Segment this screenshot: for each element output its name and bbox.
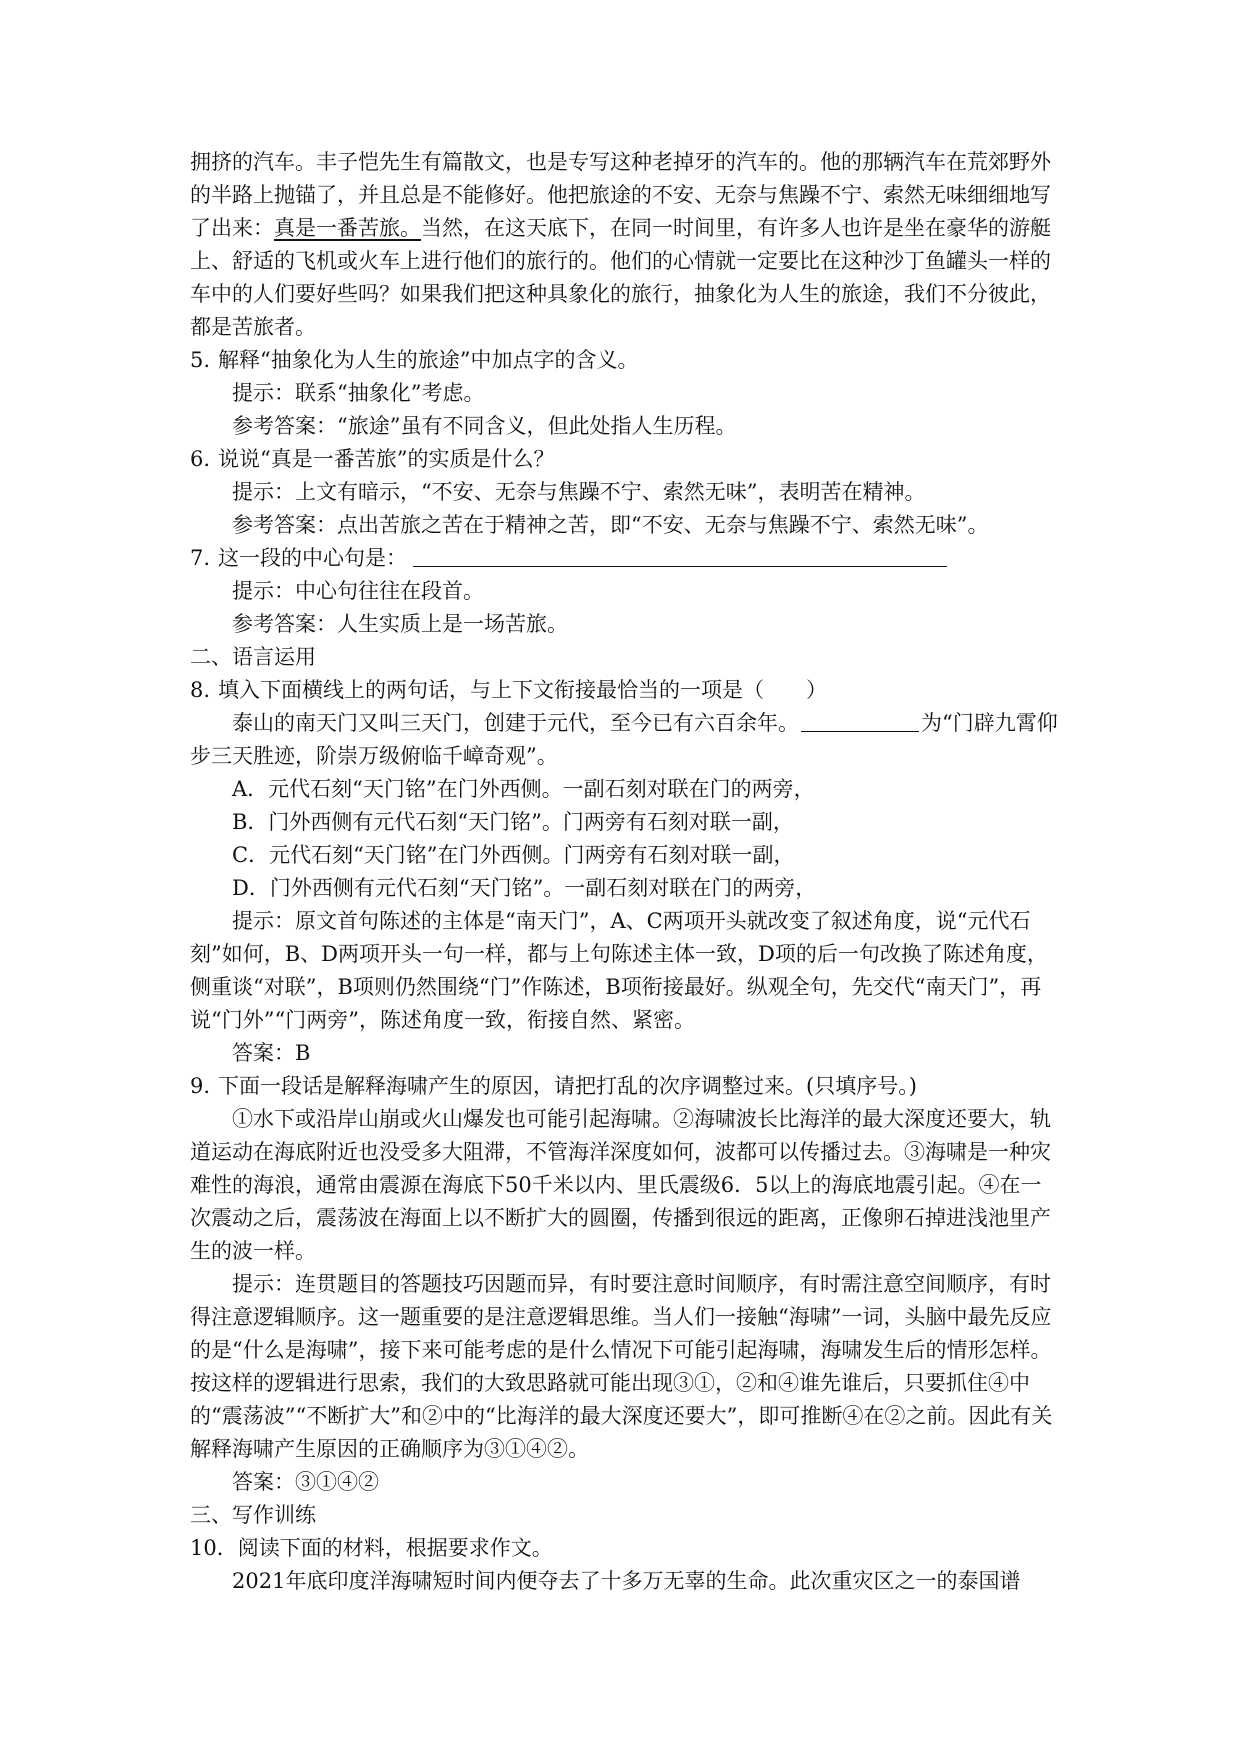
q5-answer: 参考答案：“旅途”虽有不同含义，但此处指人生历程。: [232, 414, 737, 438]
q8-option-c: C．元代石刻“天门铭”在门外西侧。门两旁有石刻对联一副，: [232, 843, 795, 867]
q6-hint: 提示：上文有暗示，“不安、无奈与焦躁不宁、索然无味”，表明苦在精神。: [232, 480, 926, 504]
underlined-sentence: 真是一番苦旅。: [274, 216, 421, 240]
q7-answer: 参考答案：人生实质上是一场苦旅。: [232, 612, 568, 636]
question-5: 5. 解释“抽象化为人生的旅途”中加点字的含义。: [190, 348, 639, 372]
q9-answer: 答案：③①④②: [232, 1470, 379, 1494]
section-heading-2: 二、语言运用: [190, 645, 316, 669]
q9-hint: 提示：连贯题目的答题技巧因题而异，有时要注意时间顺序，有时需注意空间顺序，有时得注意逻辑顺序。这一题重要的是注意逻辑思维。当人们一接触“海啸”一词，头脑中最先反应的是“什么是海啸”，接下来可能考虑的是什么情况下可能引起海啸，海啸发生后的情形怎样。按这样的逻辑进行思索，我们的大致思路就可能出现③①，②和④谁先谁后，只要抓住④中的“震荡波”“不断扩大”和②中的“比海洋的最大深度还要大”，即可推断④在②之前。因此有关解释海啸产生原因的正确顺序为③①④②。: [190, 1272, 1053, 1461]
passage-paragraph: 拥挤的汽车。丰子恺先生有篇散文，也是专写这种老掉牙的汽车的。他的那辆汽车在荒郊野外的半路上抛锚了，并且总是不能修好。他把旅途的不安、无奈与焦躁不宁、索然无味细细地写了出来：真是一番苦旅。当然，在这天底下，在同一时间里，有许多人也许是坐在豪华的游艇上、舒适的飞机或火车上进行他们的旅行的。他们的心情就一定要比在这种沙丁鱼罐头一样的车中的人们要好些吗？如果我们把这种具象化的旅行，抽象化为人生的旅途，我们不分彼此，都是苦旅者。: [190, 150, 1051, 339]
q8-option-a: A．元代石刻“天门铭”在门外西侧。一副石刻对联在门的两旁，: [232, 777, 815, 801]
fill-blank: [801, 709, 919, 732]
question-7: 7. 这一段的中心句是：: [190, 542, 1061, 575]
q5-hint: 提示：联系“抽象化”考虑。: [232, 381, 485, 405]
question-9: 9. 下面一段话是解释海啸产生的原因，请把打乱的次序调整过来。(只填序号。): [190, 1074, 917, 1098]
q7-hint: 提示：中心句往往在段首。: [232, 579, 484, 603]
q6-answer: 参考答案：点出苦旅之苦在于精神之苦，即“不安、无奈与焦躁不宁、索然无味”。: [232, 513, 989, 537]
q8-option-b: B．门外西侧有元代石刻“天门铭”。门两旁有石刻对联一副，: [232, 810, 794, 834]
question-10: 10．阅读下面的材料，根据要求作文。: [190, 1536, 553, 1560]
q8-stem: 泰山的南天门又叫三天门，创建于元代，至今已有六百余年。 为“门辟九霄仰步三天胜迹，阶崇万级俯临千嶂奇观”。: [190, 711, 1058, 768]
q8-option-d: D．门外西侧有元代石刻“天门铭”。一副石刻对联在门的两旁，: [232, 876, 817, 900]
q9-material: ①水下或沿岸山崩或火山爆发也可能引起海啸。②海啸波长比海洋的最大深度还要大，轨道运动在海底附近也没受多大阻滞，不管海洋深度如何，波都可以传播过去。③海啸是一种灾难性的海浪，通常由震源在海底下50千米以内、里氏震级6．5以上的海底地震引起。④在一次震动之后，震荡波在海面上以不断扩大的圆圈，传播到很远的距离，正像卵石掉进浅池里产生的波一样。: [190, 1107, 1051, 1263]
question-8: 8. 填入下面横线上的两句话，与上下文衔接最恰当的一项是（ ）: [190, 678, 827, 702]
q8-answer: 答案：B: [232, 1041, 311, 1065]
q10-material: 2021年底印度洋海啸短时间内便夺去了十多万无辜的生命。此次重灾区之一的泰国谱: [232, 1569, 1021, 1593]
question-6: 6. 说说“真是一番苦旅”的实质是什么？: [190, 447, 555, 471]
answer-blank: [413, 544, 947, 567]
q8-hint: 提示：原文首句陈述的主体是“南天门”，A、C两项开头就改变了叙述角度，说“元代石刻”如何，B、D两项开头一句一样，都与上句陈述主体一致，D项的后一句改换了陈述角度，侧重谈“对联”，B项则仍然围绕“门”作陈述，B项衔接最好。纵观全句，先交代“南天门”，再说“门外”“门两旁”，陈述角度一致，衔接自然、紧密。: [190, 909, 1048, 1032]
section-heading-3: 三、写作训练: [190, 1503, 316, 1527]
